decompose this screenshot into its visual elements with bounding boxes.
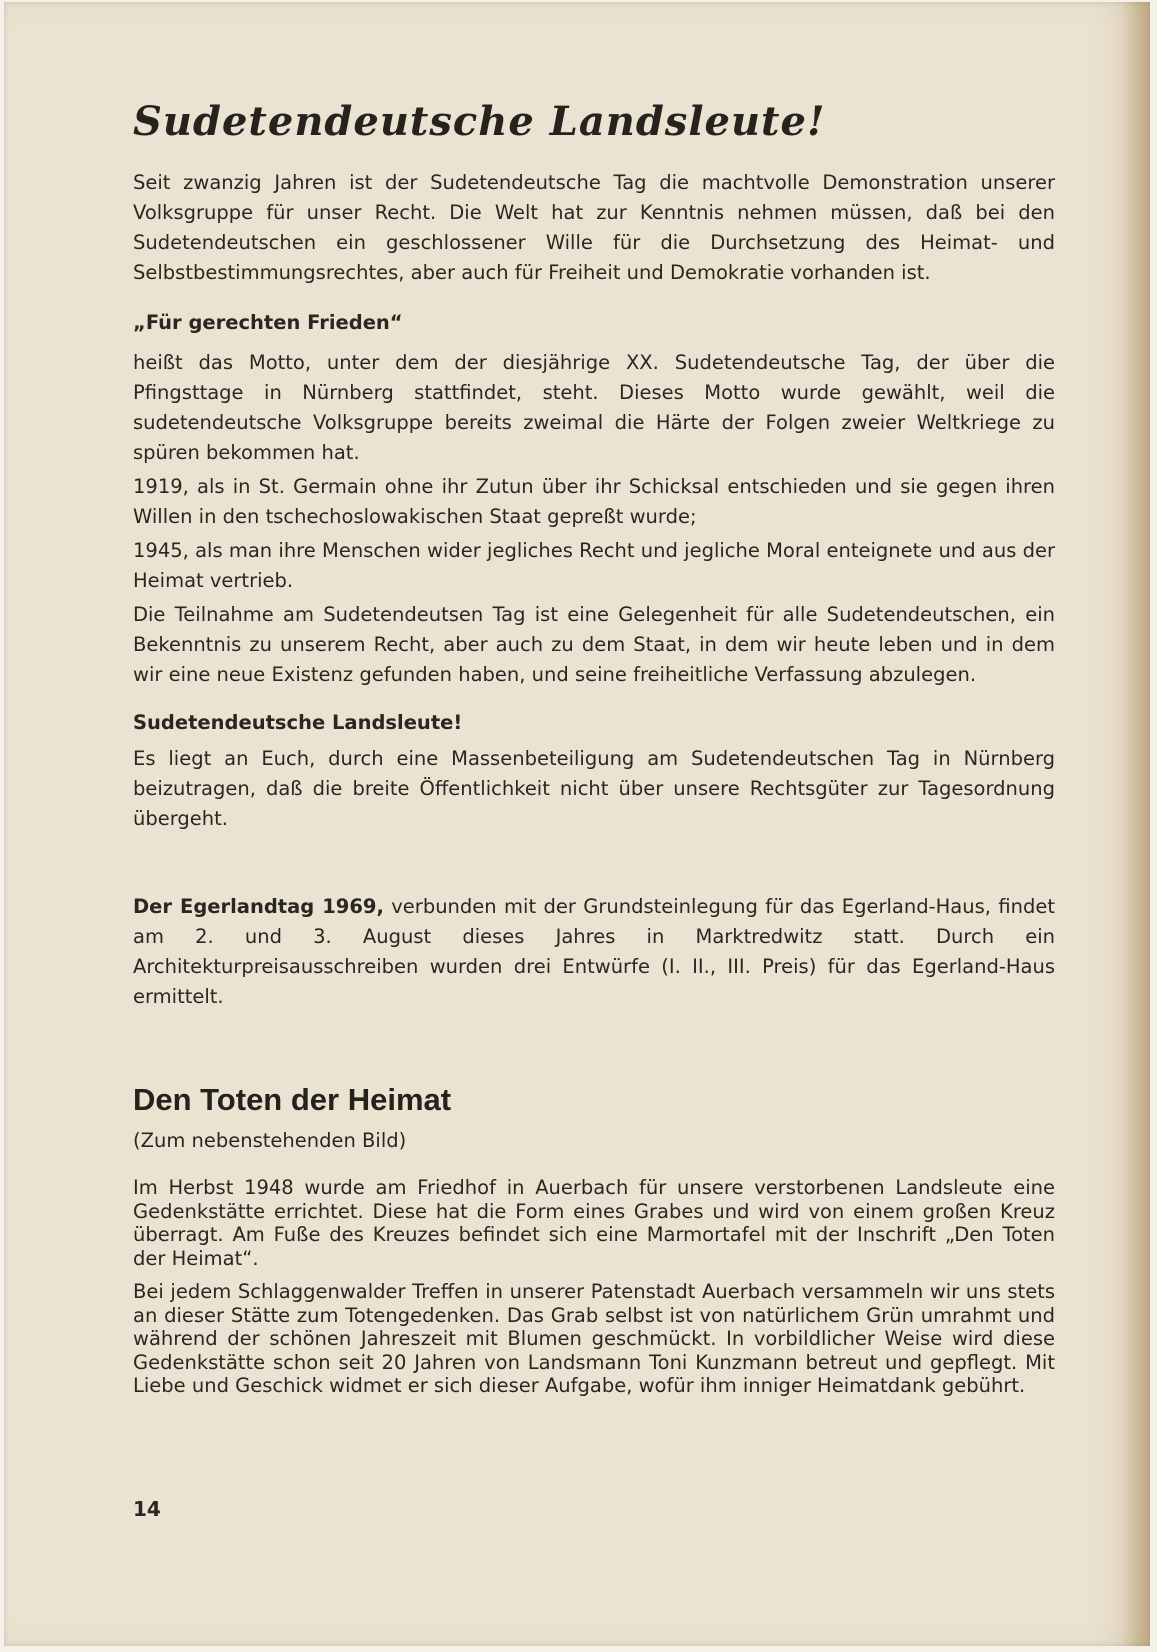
section-subtitle: (Zum nebenstehenden Bild) (133, 1129, 407, 1152)
section-heading: Den Toten der Heimat (133, 1082, 452, 1117)
motto-paragraph-4: Die Teilnahme am Sudetendeutsen Tag ist eine Gelegenheit für alle Sudetendeutschen, ein Bekenntnis zu unserem Recht, aber auch zu dem Staat, in dem wir heute leben und in dem wir eine neue Existenz gefunden haben, und seine freiheitliche Verfassung abzulegen. (133, 603, 1055, 686)
motto-paragraph-2: 1919, als in St. Germain ohne ihr Zutun über ihr Schicksal entschieden und sie gegen ihren Willen in den tschechoslowakischen Staat gepreßt wurde; (133, 475, 1055, 528)
page-title: Sudetendeutsche Landsleute! (133, 98, 826, 145)
motto-paragraph-1: heißt das Motto, unter dem der diesjährige XX. Sudetendeutsche Tag, der über die Pfingsttage in Nürnberg stattfindet, steht. Dieses Motto wurde gewählt, weil die sudetendeutsche Volksgruppe bereits zweimal die Härte der Folgen zweier Weltkriege zu spüren bekommen hat. (133, 351, 1055, 464)
motto-heading: „Für gerechten Frieden“ (133, 311, 403, 334)
section-paragraph-2: Bei jedem Schlaggenwalder Treffen in unserer Patenstadt Auerbach versammeln wir uns stets an dieser Stätte zum Totengedenken. Das Grab selbst ist von natürlichem Grün umrahmt und während der schönen Jahreszeit mit Blumen geschmückt. In vorbildlicher Weise wird diese Gedenkstätte schon seit 20 Jahren von Landsmann Toni Kunzmann betreut und gepflegt. Mit Liebe und Geschick widmet er sich dieser Aufgabe, wofür ihm inniger Heimatdank gebührt. (133, 1280, 1055, 1397)
appeal-heading: Sudetendeutsche Landsleute! (133, 711, 463, 734)
intro-paragraph: Seit zwanzig Jahren ist der Sudetendeutsche Tag die machtvolle Demonstration unserer Volksgruppe für unser Recht. Die Welt hat zur Kenntnis nehmen müssen, daß bei den Sudetendeutschen ein geschlossener Wille für die Durchsetzung des Heimat- und Selbstbestimmungsrechtes, aber auch für Freiheit und Demokratie vorhanden ist. (133, 171, 1055, 284)
section-body (133, 1176, 1055, 1398)
spacer (133, 838, 1055, 892)
egerland-text: verbunden mit der Grundsteinlegung für das Egerland-Haus, findet am 2. und 3. August dieses Jahres in Marktredwitz statt. Durch ein Architekturpreisausschreiben wurden drei Entwürfe (I. II., III. Preis) für das Egerland-Haus ermittelt. (133, 895, 1056, 1008)
egerland-lead: Der Egerlandtag 1969, (133, 895, 384, 918)
section-paragraph-1: Im Herbst 1948 wurde am Friedhof in Auerbach für unsere verstorbenen Landsleute eine Gedenkstätte errichtet. Diese hat die Form eines Grabes und wird von einem großen Kreuz überragt. Am Fuße des Kreuzes befindet sich eine Marmortafel mit der Inschrift „Den Toten der Heimat“. (133, 1176, 1055, 1270)
page-binding-shadow (1122, 2, 1150, 1646)
appeal-paragraph: Es liegt an Euch, durch eine Massenbeteiligung am Sudetendeutschen Tag in Nürnberg beizutragen, daß die breite Öffentlichkeit nicht über unsere Rechtsgüter zur Tagesordnung übergeht. (133, 747, 1055, 830)
page-number: 14 (133, 1497, 161, 1521)
egerland-paragraph (133, 892, 1055, 1012)
page-content (133, 96, 1055, 1408)
motto-paragraph-3: 1945, als man ihre Menschen wider jegliches Recht und jegliche Moral enteignete und aus der Heimat vertrieb. (133, 539, 1055, 592)
